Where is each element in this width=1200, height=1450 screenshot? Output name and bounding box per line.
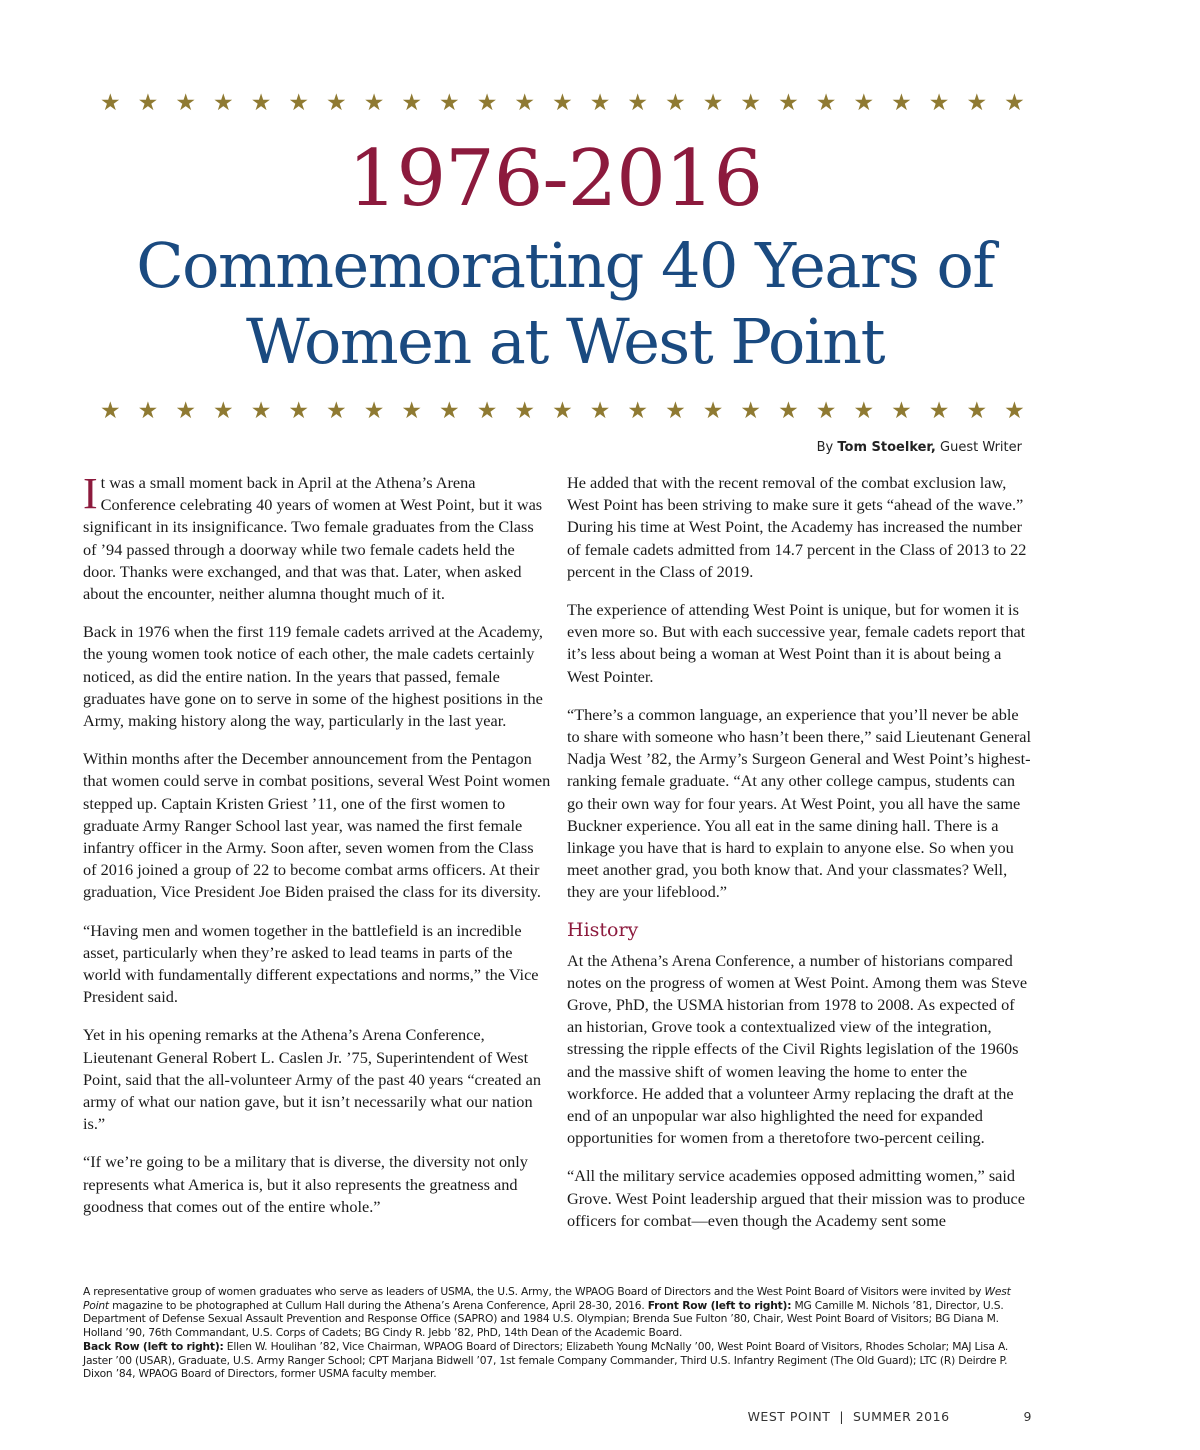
article-paragraph: “There’s a common language, an experience that you’ll never be able to share with someone who hasn’t been there,” said Lieutenant General Nadja West ’82, the Army’s Surgeon General and West Point’s highest-ranking female graduate. “At any other college campus, students can go their own way for four years. At West Point, you all have the same Buckner experience. You all eat in the same dining hall. There is a linkage you have that is hard to explain to anyone else. So when you meet another grad, you both know that. And your classmates? Well, they are your lifeblood.” — [567, 704, 1032, 902]
star-icon: ★ — [175, 90, 196, 116]
byline-role: Guest Writer — [935, 440, 1022, 455]
star-icon: ★ — [589, 398, 611, 424]
star-icon: ★ — [966, 90, 988, 116]
star-icon: ★ — [966, 398, 988, 424]
article-paragraph: Within months after the December announcement from the Pentagon that women could serve in combat positions, several West Point women stepped up. Captain Kristen Griest ’11, one of the first women to graduate Army Ranger School last year, was named the first female infantry officer in the Army. Soon after, seven women from the Class of 2016 joined a group of 22 to become combat arms officers. At their graduation, Vice President Joe Biden praised the class for its diversity. — [83, 749, 551, 902]
star-icon: ★ — [476, 398, 498, 424]
star-icon: ★ — [702, 398, 724, 424]
star-icon: ★ — [326, 90, 347, 116]
article-paragraph: The experience of attending West Point is unique, but for women it is even more so. But with each successive year, female cadets report that it’s less about being a woman at West Point than it is about being a West Pointer. — [567, 600, 1026, 686]
caption-back-row-label: Back Row (left to right): — [83, 1339, 224, 1353]
star-icon: ★ — [401, 90, 422, 116]
star-icon: ★ — [288, 398, 309, 424]
star-icon: ★ — [740, 90, 762, 116]
article-paragraph — [83, 469, 551, 605]
star-icon: ★ — [514, 398, 536, 424]
star-icon: ★ — [815, 398, 837, 424]
caption-intro: A representative group of women graduates who serve as leaders of USMA, the U.S. Army, the WPAOG Board of Directors and the West Point Board of Visitors were invited by — [83, 1285, 985, 1298]
star-icon: ★ — [250, 90, 272, 116]
star-icon: ★ — [552, 398, 573, 424]
star-icon: ★ — [439, 398, 460, 424]
page-number: 9 — [1023, 1409, 1032, 1424]
star-icon: ★ — [514, 90, 536, 116]
star-icon: ★ — [213, 90, 234, 116]
section-heading-history: History — [567, 918, 639, 941]
star-icon: ★ — [288, 90, 309, 116]
star-icon: ★ — [401, 398, 422, 424]
star-icon: ★ — [137, 90, 159, 116]
star-icon: ★ — [552, 90, 573, 116]
title-years: 1976-2016 — [347, 134, 763, 224]
star-icon: ★ — [439, 90, 460, 116]
star-icon: ★ — [815, 90, 837, 116]
star-icon: ★ — [928, 90, 950, 116]
star-icon: ★ — [476, 90, 498, 116]
star-icon: ★ — [213, 398, 234, 424]
article-paragraph: Yet in his opening remarks at the Athena’s Arena Conference, Lieutenant General Robert L. Caslen Jr. ’75, Superintendent of West Point, said that the all-volunteer Army of the past 40 years “created an army of what our nation gave, but it isn’t necessarily what our nation is.” — [83, 1025, 541, 1134]
star-divider-bottom — [100, 400, 1025, 423]
article-paragraph: Back in 1976 when the first 119 female cadets arrived at the Academy, the young women took notice of each other, the male cadets certainly noticed, as did the entire nation. In the years that passed, female graduates have gone on to serve in some of the highest positions in the Army, making history along the way, particularly in the last year. — [83, 622, 543, 731]
caption-intro-2: magazine to be photographed at Cullum Hall during the Athena’s Arena Conference, April 28-30, 2016. — [108, 1298, 648, 1312]
star-icon: ★ — [363, 398, 385, 424]
star-icon: ★ — [100, 90, 121, 116]
star-icon: ★ — [740, 398, 762, 424]
byline-prefix: By — [816, 440, 838, 455]
article-paragraph: “Having men and women together in the battlefield is an incredible asset, particularly when they’re asked to lead teams in parts of the world with fundamentally different expectations and norms,” the Vice President said. — [83, 920, 539, 1007]
title-line-1: Commemorating 40 Years of — [136, 229, 994, 302]
star-icon: ★ — [665, 90, 686, 116]
caption-front-row-text: MG Camille M. Nichols ’81, Director, U.S. Department of Defense Sexual Assault Prevention and Response Office (SAPRO) and 1984 U.S. Olympian; Brenda Sue Fulton ’80, Chair, West Point Board of Visitors; BG Diana M. Holland ’90, 76th Commandant, U.S. Corps of Cadets; BG Cindy R. Jebb ’82, PhD, 14th Dean of the Academic Board. — [83, 1298, 1004, 1340]
article-paragraph: At the Athena’s Arena Conference, a number of historians compared notes on the progress of women at West Point. Among them was Steve Grove, PhD, the USMA historian from 1978 to 2008. As expected of an historian, Grove took a contextualized view of the integration, stressing the ripple effects of the Civil Rights legislation of the 1960s and the massive shift of women leaving the home to enter the workforce. He added that a volunteer Army replacing the draft at the end of an unpopular war also highlighted the need for expanded opportunities for women from a theretofore two-percent ceiling. — [567, 950, 1028, 1148]
star-icon: ★ — [853, 398, 875, 424]
star-icon: ★ — [928, 398, 950, 424]
article-paragraph: “All the military service academies opposed admitting women,” said Grove. West Point leadership argued that their mission was to produce officers for combat—even though the Academy sent some — [567, 1166, 1025, 1230]
article-paragraph: “If we’re going to be a military that is diverse, the diversity not only represents what America is, but it also represents the greatness and goodness that comes out of the entire whole.” — [83, 1152, 528, 1216]
star-divider-top — [100, 92, 1025, 115]
star-icon: ★ — [702, 90, 724, 116]
drop-cap: I — [83, 469, 98, 518]
star-icon: ★ — [778, 90, 799, 116]
star-icon: ★ — [891, 90, 912, 116]
article-column-left — [83, 469, 551, 1234]
article-column-right — [567, 472, 1033, 1248]
star-icon: ★ — [137, 398, 159, 424]
star-icon: ★ — [250, 398, 272, 424]
star-icon: ★ — [1004, 90, 1025, 116]
photo-caption — [83, 1285, 1038, 1381]
star-icon: ★ — [1004, 398, 1025, 424]
star-icon: ★ — [627, 398, 649, 424]
paragraph-text: t was a small moment back in April at the Athena’s Arena Conference celebrating 40 years of women at West Point, but it was significant in its insignificance. Two female graduates from the Class of ’94 passed through a doorway while two female cadets held the door. Thanks were exchanged, and that was that. Later, when asked about the encounter, neither alumna thought much of it. — [83, 473, 543, 604]
star-icon: ★ — [778, 398, 799, 424]
byline — [817, 440, 1022, 455]
caption-front-row-label: Front Row (left to right): — [647, 1298, 792, 1312]
page-footer — [748, 1409, 1032, 1424]
star-icon: ★ — [100, 398, 121, 424]
footer-publication: WEST POINT | SUMMER 2016 — [747, 1409, 950, 1424]
star-icon: ★ — [363, 90, 385, 116]
caption-back-row-text: Ellen W. Houlihan ’82, Vice Chairman, WPAOG Board of Directors; Elizabeth Young McNally ’00, West Point Board of Visitors, Rhodes Scholar; MAJ Lisa A. Jaster ’00 (USAR), Graduate, U.S. Army Ranger School; CPT Marjana Bidwell ’07, 1st female Company Commander, Third U.S. Infantry Regiment (The Old Guard); LTC (R) Deirdre P. Dixon ’84, WPAOG Board of Directors, former USMA faculty member. — [83, 1339, 1009, 1381]
star-icon: ★ — [589, 90, 611, 116]
byline-author: Tom Stoelker, — [837, 440, 936, 455]
page-title — [60, 228, 1070, 380]
star-icon: ★ — [891, 398, 912, 424]
title-line-2: Women at West Point — [245, 305, 885, 378]
star-icon: ★ — [665, 398, 686, 424]
star-icon: ★ — [175, 398, 196, 424]
caption-magazine-name: West Point — [83, 1285, 1011, 1312]
star-icon: ★ — [627, 90, 649, 116]
article-paragraph: He added that with the recent removal of the combat exclusion law, West Point has been striving to make sure it gets “ahead of the wave.” During his time at West Point, the Academy has increased the number of female cadets admitted from 14.7 percent in the Class of 2013 to 22 percent in the Class of 2019. — [567, 473, 1027, 581]
star-icon: ★ — [853, 90, 875, 116]
star-icon: ★ — [326, 398, 347, 424]
